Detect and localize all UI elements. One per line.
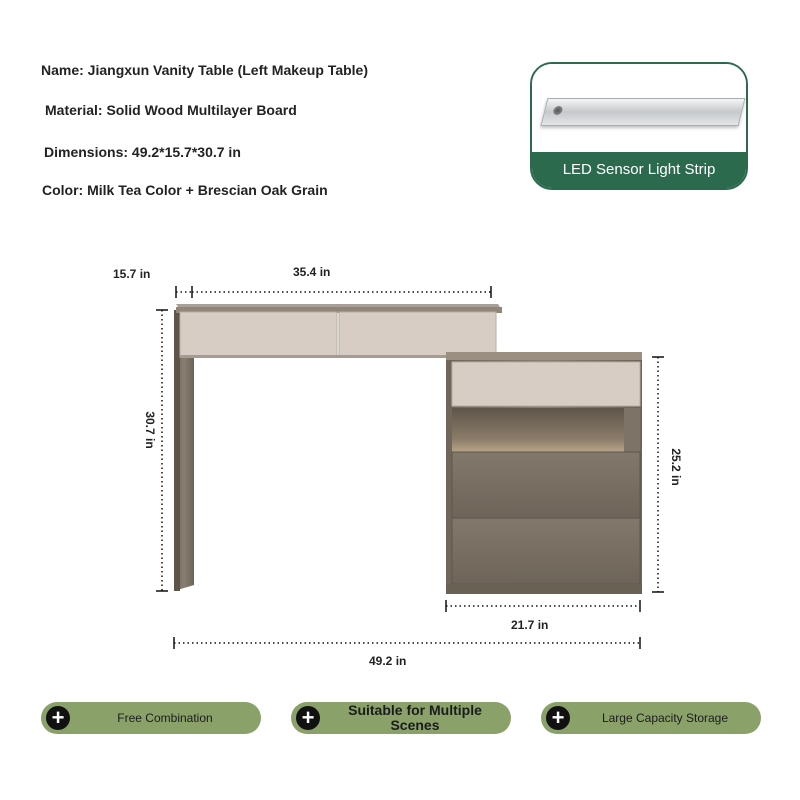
feature-label: Suitable for Multiple Scenes <box>348 702 482 733</box>
side-cabinet <box>446 352 642 594</box>
top-width-label: 35.4 in <box>293 265 331 279</box>
feature-pill-multiple-scenes <box>291 702 511 734</box>
top-drawers <box>180 312 496 358</box>
spec-name: Name: Jiangxun Vanity Table (Left Makeup Table) <box>41 62 368 78</box>
feature-label: Free Combination <box>117 711 213 725</box>
total-width-label: 49.2 in <box>369 654 407 668</box>
feature-label: Large Capacity Storage <box>601 711 729 725</box>
height-label: 30.7 in <box>143 411 157 449</box>
feature-pill-large-storage <box>541 702 761 734</box>
depth-label: 15.7 in <box>113 267 151 281</box>
spec-dimensions: Dimensions: 49.2*15.7*30.7 in <box>44 144 241 160</box>
plus-icon: + <box>546 706 570 730</box>
spec-material: Material: Solid Wood Multilayer Board <box>45 102 297 118</box>
led-card-label: LED Sensor Light Strip <box>532 152 746 188</box>
cabinet-width-label: 21.7 in <box>511 618 549 632</box>
feature-pill-free-combination <box>41 702 261 734</box>
plus-icon: + <box>296 706 320 730</box>
spec-color: Color: Milk Tea Color + Brescian Oak Grain <box>42 182 328 198</box>
cabinet-height-label: 25.2 in <box>669 448 683 486</box>
plus-icon: + <box>46 706 70 730</box>
